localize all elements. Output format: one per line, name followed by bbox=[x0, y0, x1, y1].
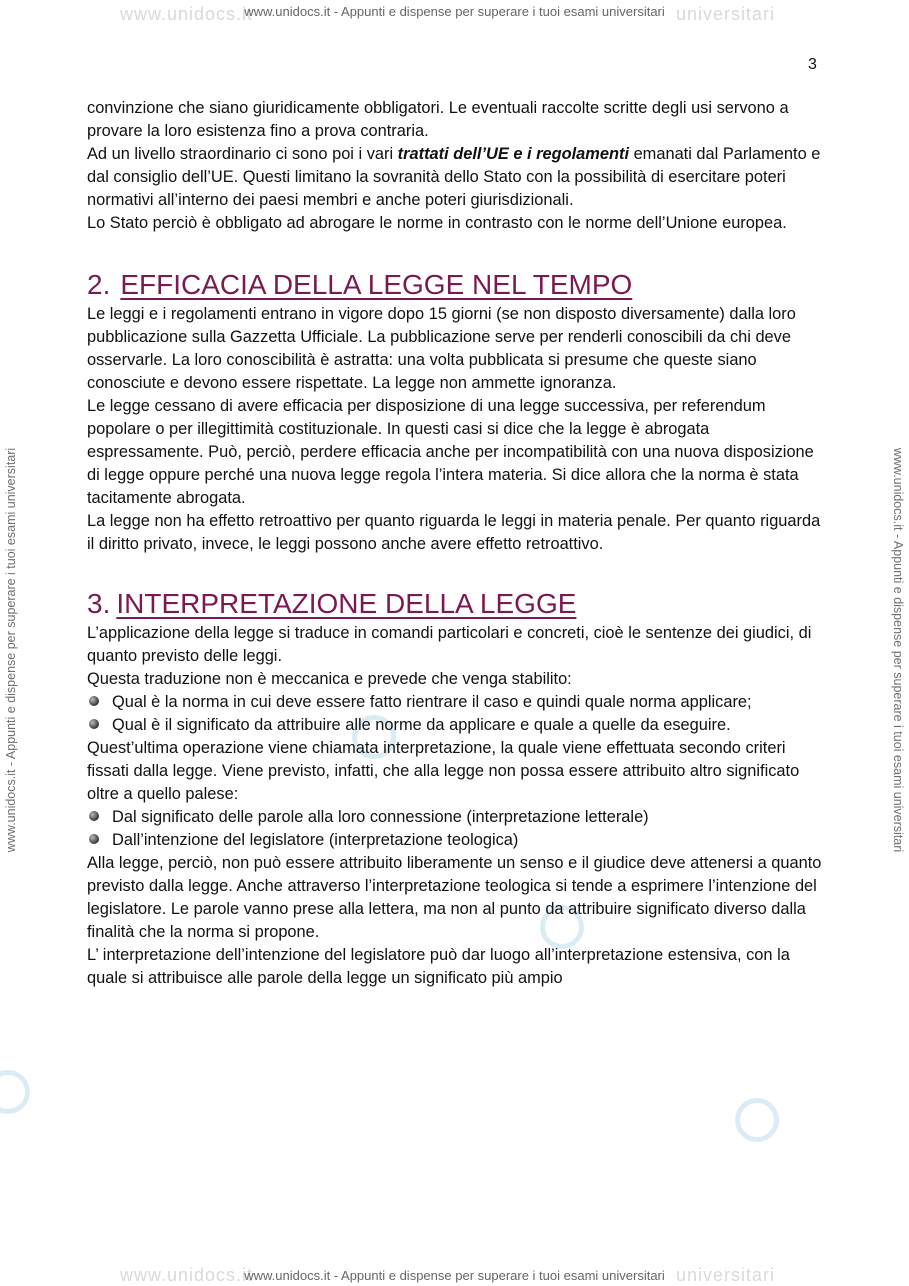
watermark-footer: www.unidocs.it - Appunti e dispense per superare i tuoi esami universitari bbox=[244, 1268, 665, 1283]
watermark-side-left: www.unidocs.it - Appunti e dispense per superare i tuoi esami universitari bbox=[4, 447, 18, 853]
paragraph: convinzione che siano giuridicamente obbligatori. Le eventuali raccolte scritte degli usi servono a provare la loro esistenza fino a prova contraria. bbox=[87, 99, 789, 140]
paragraph: Lo Stato perciò è obbligato ad abrogare le norme in contrasto con le norme dell’Unione europea. bbox=[87, 214, 787, 232]
page-number: 3 bbox=[808, 56, 817, 73]
list-item-text: Qual è il significato da attribuire alle norme da applicare e quale a quelle da eseguire. bbox=[112, 716, 731, 734]
paragraph: Questa traduzione non è meccanica e prevede che venga stabilito: bbox=[87, 670, 572, 688]
paragraph: Le leggi e i regolamenti entrano in vigore dopo 15 giorni (se non disposto diversamente) dalla loro pubblicazione sulla Gazzetta Ufficiale. La pubblicazione serve per renderli conoscibili da chi deve osservarle. La loro conoscibilità è astratta: una volta pubblicata si presume che queste siano conosciute e devono essere rispettate. La legge non ammette ignoranza. bbox=[87, 305, 796, 392]
watermark-header: www.unidocs.it - Appunti e dispense per superare i tuoi esami universitari bbox=[244, 4, 665, 19]
paragraph: Alla legge, perciò, non può essere attribuito liberamente un senso e il giudice deve attenersi a quanto previsto dalla legge. Anche attraverso l’interpretazione teologica si tende a esprimere l’intenzione del legislatore. Le parole vanno prese alla lettera, ma non al punto da attribuire significato diverso dalla finalità che la norma si propone. bbox=[87, 854, 822, 941]
document-body bbox=[87, 97, 825, 990]
watermark-ghost-top-right: universitari bbox=[676, 4, 776, 24]
emphasis-text: trattati dell’UE e i regolamenti bbox=[397, 145, 630, 163]
bullet-list bbox=[87, 806, 825, 852]
list-item-text: Dal significato delle parole alla loro connessione (interpretazione letterale) bbox=[112, 808, 649, 826]
section-number: 2. bbox=[87, 269, 111, 300]
bullet-icon bbox=[89, 719, 99, 729]
section-heading-3 bbox=[87, 588, 825, 620]
bullet-icon bbox=[89, 834, 99, 844]
paragraph: L’applicazione della legge si traduce in comandi particolari e concreti, cioè le sentenze dei giudici, di quanto previsto delle leggi. bbox=[87, 624, 812, 665]
list-item bbox=[87, 806, 825, 829]
section-title: INTERPRETAZIONE DELLA LEGGE bbox=[116, 588, 577, 619]
bullet-icon bbox=[89, 696, 99, 706]
list-item-text: Dall’intenzione del legislatore (interpretazione teologica) bbox=[112, 831, 519, 849]
section-heading-2 bbox=[87, 269, 825, 301]
watermark-ghost-bottom-left: www.unidocs.it bbox=[120, 1265, 254, 1285]
list-item bbox=[87, 714, 825, 737]
section-title: EFFICACIA DELLA LEGGE NEL TEMPO bbox=[120, 269, 633, 300]
paragraph: L’ interpretazione dell’intenzione del legislatore può dar luogo all’interpretazione estensiva, con la quale si attribuisce alle parole della legge un significato più ampio bbox=[87, 946, 790, 987]
unidocs-logo-ghost bbox=[0, 1070, 30, 1114]
paragraph: La legge non ha effetto retroattivo per quanto riguarda le leggi in materia penale. Per quanto riguarda il diritto privato, invece, le leggi possono anche avere effetto retroattivo. bbox=[87, 512, 821, 553]
list-item bbox=[87, 829, 825, 852]
paragraph: Le legge cessano di avere efficacia per disposizione di una legge successiva, per referendum popolare o per illegittimità costituzionale. In questi casi si dice che la legge è abrogata espressamente. Può, perciò, perdere efficacia anche per incompatibilità con una nuova disposizione di legge oppure perché una nuova legge regola l’intera materia. Si dice allora che la norma è stata tacitamente abrogata. bbox=[87, 397, 814, 507]
watermark-ghost-bottom-right: universitari bbox=[676, 1265, 776, 1285]
bullet-list bbox=[87, 691, 825, 737]
unidocs-logo-ghost bbox=[735, 1098, 779, 1142]
bullet-icon bbox=[89, 811, 99, 821]
section-number: 3. bbox=[87, 588, 111, 619]
list-item-text: Qual è la norma in cui deve essere fatto rientrare il caso e quindi quale norma applicare; bbox=[112, 693, 752, 711]
paragraph: Quest’ultima operazione viene chiamata interpretazione, la quale viene effettuata secondo criteri fissati dalla legge. Viene previsto, infatti, che alla legge non possa essere attribuito altro significato oltre a quello palese: bbox=[87, 739, 800, 803]
list-item bbox=[87, 691, 825, 714]
watermark-ghost-top-left: www.unidocs.it bbox=[120, 4, 254, 24]
paragraph-text: emanati dal Parlamento e dal consiglio dell’UE. Questi limitano la sovranità dello Stato con la possibilità di esercitare poteri normativi all’interno dei paesi membri e anche poteri giurisdizionali. bbox=[87, 145, 821, 209]
watermark-side-right: www.unidocs.it - Appunti e dispense per superare i tuoi esami universitari bbox=[891, 447, 905, 853]
paragraph-text: Ad un livello straordinario ci sono poi i vari bbox=[87, 145, 398, 163]
paragraph bbox=[87, 143, 825, 212]
